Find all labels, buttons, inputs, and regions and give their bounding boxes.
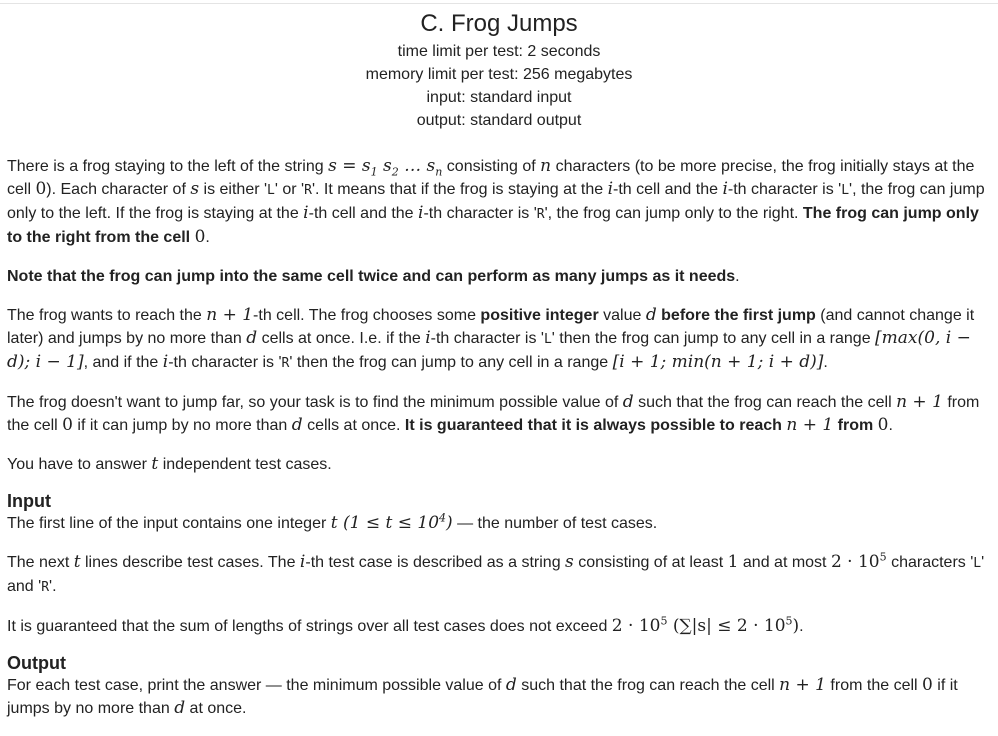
- math: 2 · 10: [830, 552, 880, 572]
- code: L: [841, 183, 850, 198]
- superscript: 5: [785, 614, 793, 628]
- text: consisting of: [442, 158, 541, 175]
- text: independent test cases.: [158, 456, 332, 473]
- math-range: [338, 513, 453, 533]
- math: ): [446, 513, 453, 533]
- text: ', the frog can jump only to the right.: [544, 205, 803, 222]
- input-paragraph-3: [7, 615, 992, 638]
- superscript: 4: [439, 511, 447, 525]
- text: ' and ': [7, 554, 985, 595]
- text: You have to answer: [7, 456, 152, 473]
- code: L: [543, 332, 552, 347]
- math: n + 1: [206, 305, 254, 325]
- text: from the cell: [825, 677, 923, 694]
- output-paragraph-1: [7, 674, 992, 720]
- statement-paragraph-4: [7, 391, 992, 437]
- text: ). Each character of: [46, 181, 191, 198]
- text: The first line of the input contains one integer: [7, 515, 331, 532]
- math: d: [246, 328, 258, 348]
- math: 0: [922, 675, 933, 695]
- code: R: [536, 207, 545, 222]
- math: d: [505, 675, 517, 695]
- math: 0: [877, 415, 889, 435]
- input-paragraph-1: [7, 512, 992, 535]
- time-limit: time limit per test: 2 seconds: [397, 43, 601, 60]
- math: n + 1: [779, 675, 826, 695]
- math: t: [73, 552, 81, 572]
- math: n: [540, 156, 552, 176]
- text: — the number of test cases.: [452, 515, 658, 532]
- math: 0: [62, 415, 73, 435]
- memory-limit: memory limit per test: 256 megabytes: [365, 66, 633, 83]
- math: 2 · 10: [611, 616, 661, 636]
- math-sum: [667, 616, 799, 636]
- text: -th cell and the: [613, 181, 723, 198]
- math: d: [291, 415, 303, 435]
- text: '.: [49, 578, 57, 595]
- text: , and if the: [83, 354, 163, 371]
- statement-paragraph-5: [7, 453, 992, 476]
- text: .: [888, 417, 893, 434]
- bold-text: The frog can jump only to the right from the cell: [7, 205, 979, 246]
- math: i: [722, 179, 728, 199]
- text: (and cannot change it later) and jumps by no more than: [7, 307, 975, 347]
- text: -th test case is described as a string: [305, 554, 566, 571]
- text: -th character is ': [168, 354, 282, 371]
- text: is either ': [199, 181, 268, 198]
- statement-paragraph-1: [7, 155, 992, 249]
- bold-text: Note that the frog can jump into the same cell twice and can perform as many jumps as it needs: [7, 268, 736, 285]
- text: consisting of at least: [573, 554, 728, 571]
- text: .: [735, 268, 740, 285]
- text: '. It means that if the frog is staying at the: [311, 181, 608, 198]
- math-bound: [831, 552, 887, 572]
- text: cells at once. I.e. if the: [257, 330, 426, 347]
- output-section-title: Output: [7, 653, 66, 673]
- text: ' or ': [274, 181, 305, 198]
- math: s = s: [328, 156, 371, 176]
- math: i: [418, 203, 424, 223]
- math: (∑|s| ≤ 2 · 10: [667, 616, 786, 636]
- text: if it jumps by no more than: [7, 677, 958, 717]
- text: -th cell. The frog chooses some: [253, 307, 481, 324]
- math: i: [162, 352, 169, 372]
- math: (1 ≤ t ≤ 10: [337, 513, 440, 533]
- text: ' then the frog can jump to any cell in a range: [551, 330, 876, 347]
- problem-header: [0, 8, 998, 132]
- text: characters ': [886, 554, 974, 571]
- text: The frog doesn't want to jump far, so your task is to find the minimum possible value of: [7, 394, 623, 411]
- text: .: [205, 229, 210, 246]
- input-paragraph-2: [7, 551, 992, 599]
- math: … s: [398, 156, 436, 176]
- problem-title: C. Frog Jumps: [420, 10, 578, 37]
- text: .: [799, 618, 804, 635]
- subscript: 2: [391, 165, 399, 179]
- math-range: [i + 1; min(n + 1; i + d)]: [612, 352, 824, 372]
- text: .: [823, 354, 828, 371]
- bold-text: positive integer: [480, 307, 599, 324]
- text: For each test case, print the answer — the minimum possible value of: [7, 677, 506, 694]
- math: d: [622, 392, 634, 412]
- code: R: [281, 356, 290, 371]
- text: The next: [7, 554, 74, 571]
- text: There is a frog staying to the left of the string: [7, 158, 329, 175]
- code: L: [973, 556, 982, 571]
- math: s: [377, 156, 392, 176]
- bold-text: from: [833, 417, 878, 434]
- text: The frog wants to reach the: [7, 307, 207, 324]
- text: if it can jump by no more than: [72, 417, 292, 434]
- top-divider: [0, 3, 998, 4]
- code: R: [304, 183, 312, 198]
- math: i: [425, 328, 431, 348]
- text: from the cell: [7, 394, 980, 434]
- math-range: [max(0, i − d); i − 1]: [7, 328, 971, 372]
- text: -th character is ': [727, 181, 842, 198]
- statement-paragraph-3: [7, 304, 992, 375]
- math: n + 1: [786, 415, 834, 435]
- text: at once.: [185, 700, 247, 717]
- text: It is guaranteed that the sum of lengths of strings over all test cases does not exceed: [7, 618, 612, 635]
- text: such that the frog can reach the cell: [516, 677, 780, 694]
- output-spec: output: standard output: [416, 112, 582, 129]
- math-bound: [612, 616, 668, 636]
- text: lines describe test cases. The: [80, 554, 300, 571]
- text: characters (to be more precise, the frog initially stays at the cell: [7, 158, 975, 198]
- bold-text: It is guaranteed that it is always possible to reach: [404, 417, 787, 434]
- statement-paragraph-2: [7, 265, 992, 288]
- math: n + 1: [896, 392, 943, 412]
- math: s: [565, 552, 574, 572]
- subscript: 1: [370, 165, 378, 179]
- input-spec: input: standard input: [426, 89, 572, 106]
- text: cells at once.: [302, 417, 405, 434]
- math-string: [328, 156, 443, 179]
- math: i: [303, 203, 309, 223]
- code: L: [267, 183, 275, 198]
- math: d: [174, 698, 186, 718]
- subscript: n: [435, 165, 443, 179]
- text: and at most: [738, 554, 831, 571]
- math: 1: [727, 552, 739, 572]
- text: -th character is ': [423, 205, 537, 222]
- code: R: [41, 580, 50, 595]
- math: i: [607, 179, 614, 199]
- math: 0: [35, 179, 47, 199]
- text: value: [598, 307, 646, 324]
- math: ): [792, 616, 800, 636]
- text: ' then the frog can jump to any cell in a range: [289, 354, 613, 371]
- bold-text: before the first jump: [656, 307, 816, 324]
- math: i: [299, 552, 306, 572]
- input-section-title: Input: [7, 491, 51, 511]
- math: d: [645, 305, 657, 325]
- math: 0: [194, 227, 206, 247]
- math: t: [330, 513, 338, 533]
- text: such that the frog can reach the cell: [633, 394, 897, 411]
- text: ', the frog can jump only to the left. If the frog is staying at the: [7, 181, 985, 222]
- text: -th character is ': [430, 330, 544, 347]
- math: t: [151, 454, 159, 474]
- text: -th cell and the: [308, 205, 419, 222]
- problem-statement: [7, 155, 992, 736]
- superscript: 5: [879, 550, 887, 564]
- math: s: [190, 179, 200, 199]
- superscript: 5: [660, 614, 668, 628]
